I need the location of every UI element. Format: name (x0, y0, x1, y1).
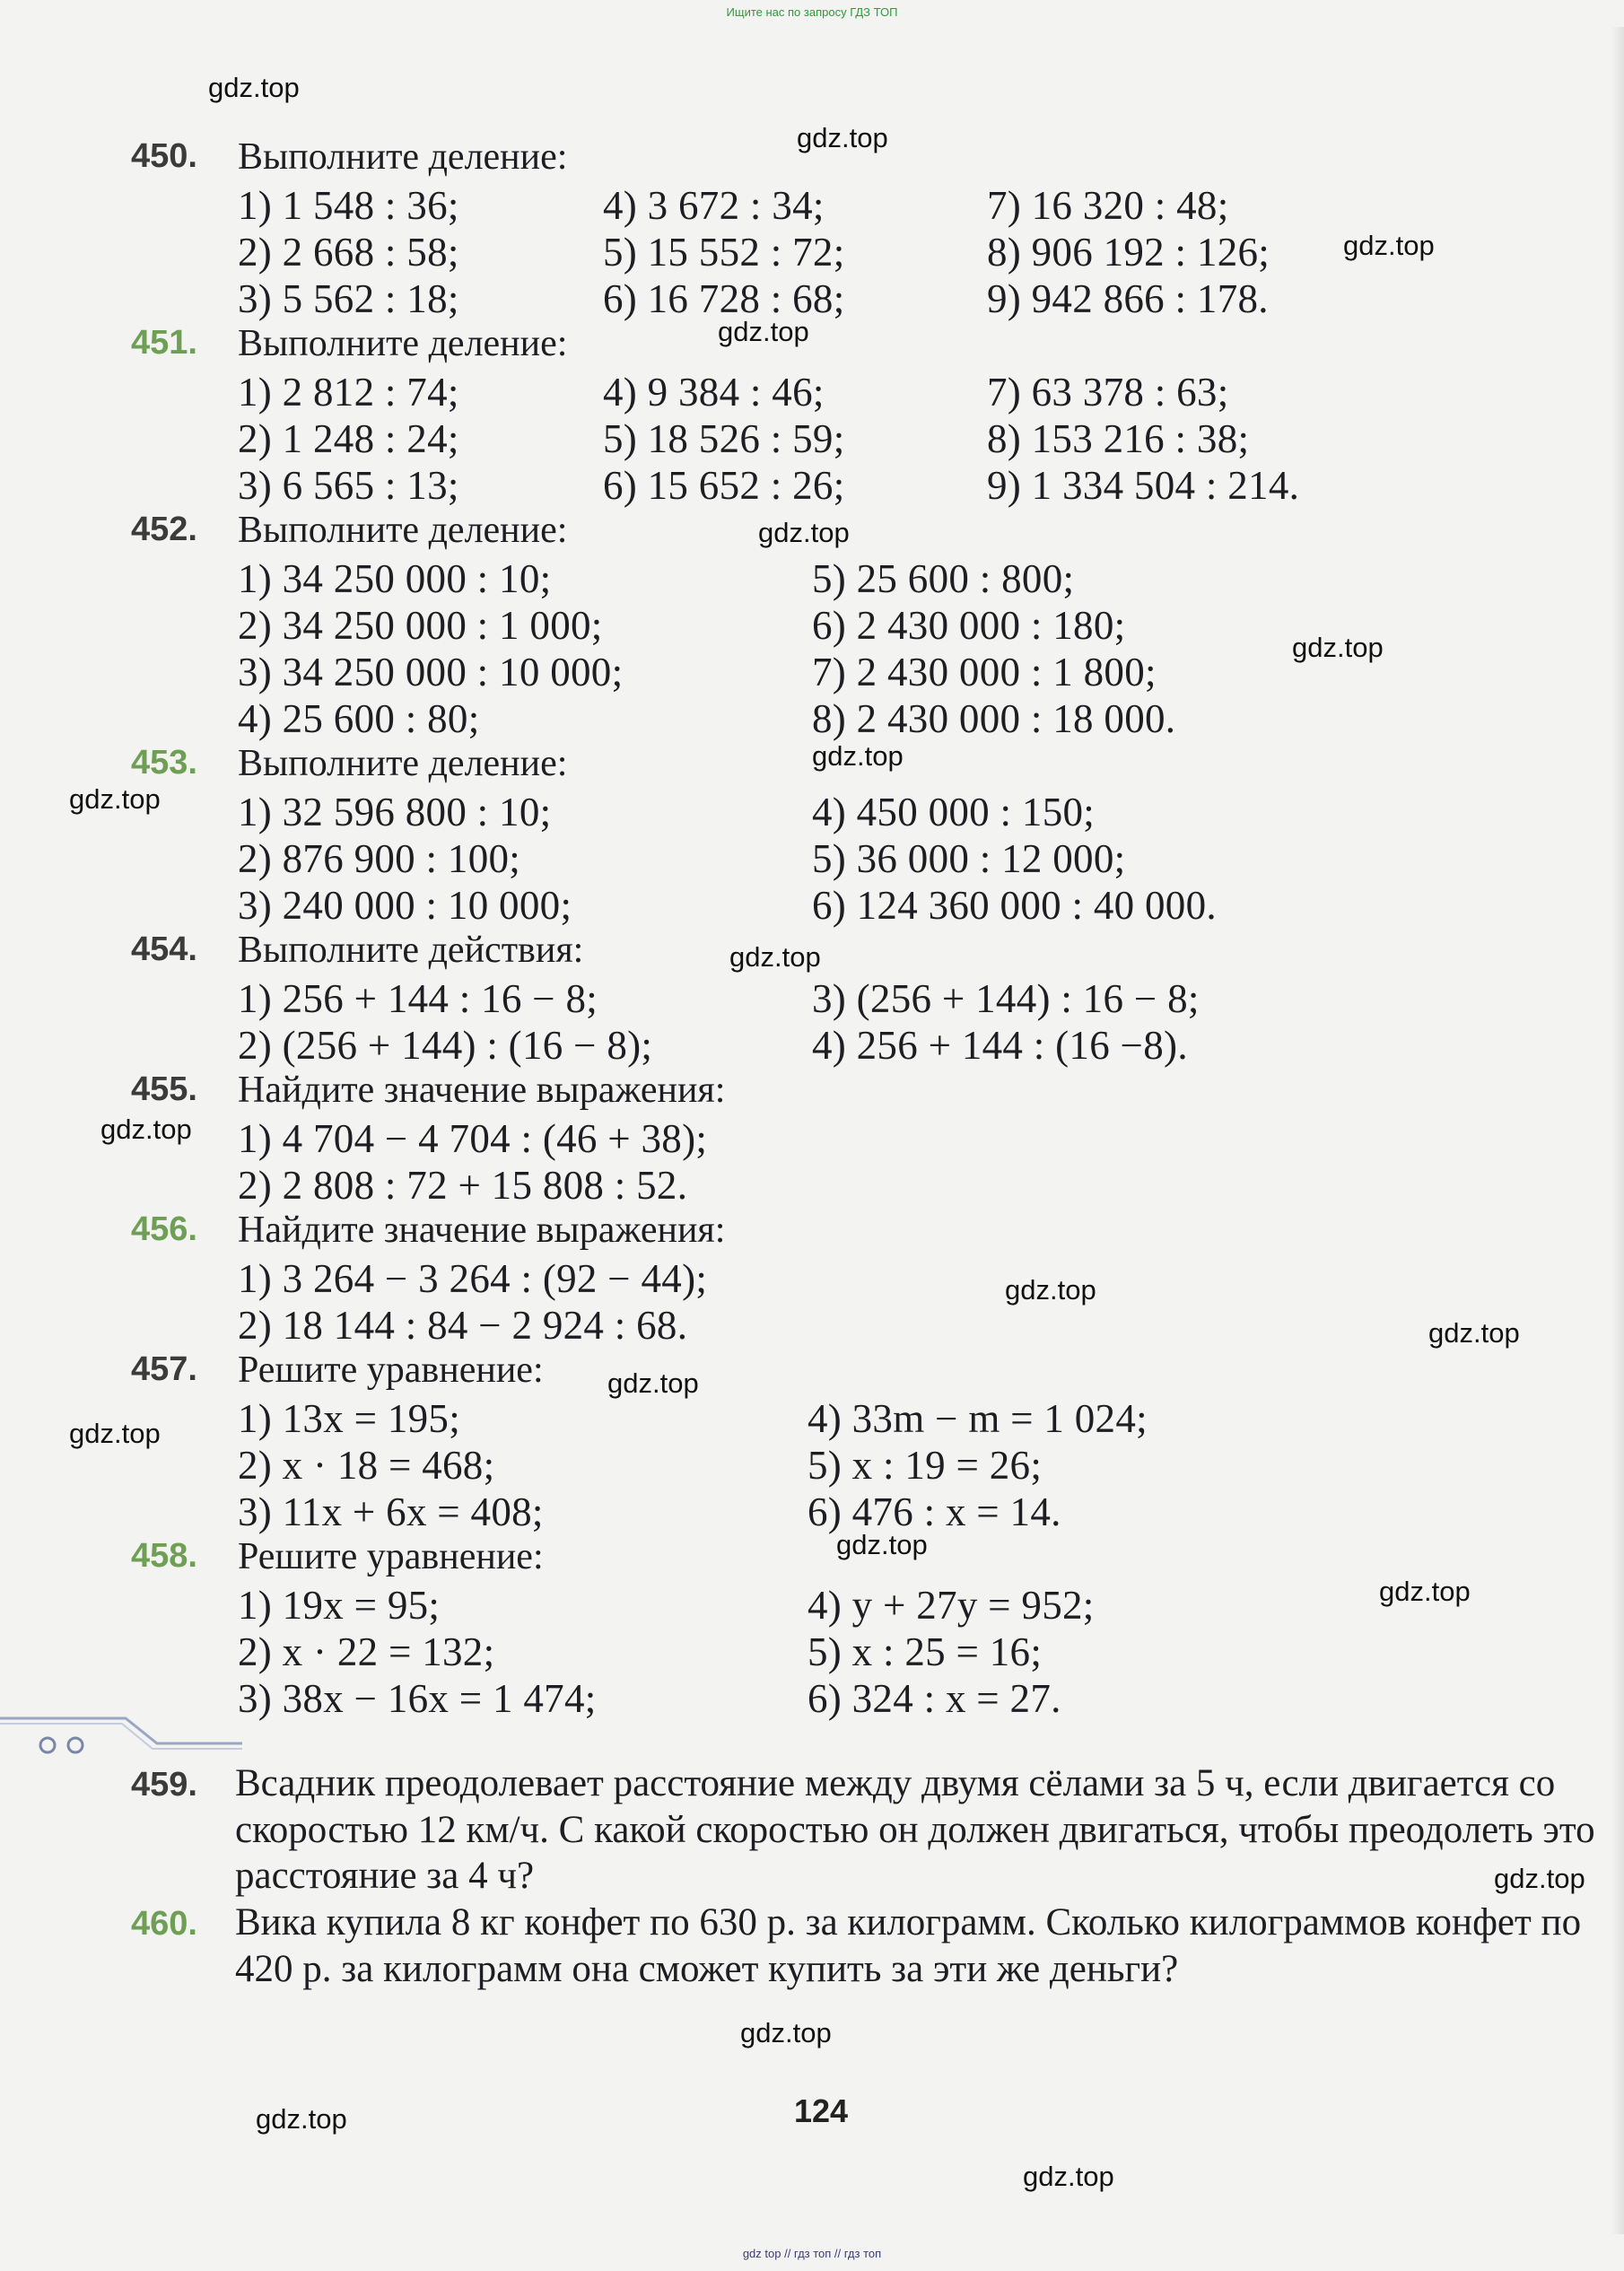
problem-item: 4) 33m − m = 1 024; (808, 1396, 1148, 1441)
watermark: gdz.top (1023, 2161, 1114, 2192)
watermark: gdz.top (729, 941, 821, 973)
problem-item: 1) 3 264 − 3 264 : (92 − 44); (238, 1256, 708, 1301)
problem-item: 6) 324 : x = 27. (808, 1676, 1061, 1721)
problem-item: 5) x : 25 = 16; (808, 1629, 1043, 1674)
problem-item: 2) x · 22 = 132; (238, 1629, 495, 1674)
problem-item: 2) 2 668 : 58; (238, 230, 459, 275)
problem-item: 6) 124 360 000 : 40 000. (812, 883, 1217, 928)
problem-item: 9) 1 334 504 : 214. (987, 463, 1300, 508)
problem-item: 1) 2 812 : 74; (238, 370, 459, 415)
problem-title: Решите уравнение: (238, 1349, 544, 1391)
problem-item: 3) 11x + 6x = 408; (238, 1489, 544, 1534)
problem-item: 4) 450 000 : 150; (812, 790, 1096, 834)
problem-item: 2) (256 + 144) : (16 − 8); (238, 1023, 653, 1068)
watermark: gdz.top (797, 122, 888, 153)
problem-title: Выполните деление: (238, 136, 568, 178)
problem-title: Выполните деление: (238, 323, 568, 364)
problem-title: Выполните действия: (238, 930, 584, 971)
watermark: gdz.top (69, 1418, 161, 1449)
header-note: Ищите нас по запросу ГДЗ ТОП (726, 5, 898, 19)
problem-item: 4) y + 27y = 952; (808, 1583, 1095, 1628)
watermark: gdz.top (607, 1367, 699, 1399)
problem-number: 451. (131, 324, 197, 362)
problem-item: 1) 1 548 : 36; (238, 183, 459, 228)
problem-item: 8) 153 216 : 38; (987, 416, 1250, 461)
problem-item: 5) 25 600 : 800; (812, 556, 1075, 601)
problem-item: 3) (256 + 144) : 16 − 8; (812, 976, 1200, 1021)
problem-item: 7) 2 430 000 : 1 800; (812, 650, 1157, 694)
problem-item: 8) 906 192 : 126; (987, 230, 1270, 275)
watermark: gdz.top (740, 2017, 832, 2048)
problem-item: 9) 942 866 : 178. (987, 276, 1269, 321)
watermark: gdz.top (100, 1114, 192, 1145)
watermark: gdz.top (758, 517, 850, 548)
problem-number: 453. (131, 744, 197, 782)
watermark: gdz.top (812, 740, 904, 772)
problem-item: 7) 63 378 : 63; (987, 370, 1229, 415)
watermark: gdz.top (69, 783, 161, 815)
problem-text: Всадник преодолевает расстояние между двумя сёлами за 5 ч, если двигается со скоростью 12 км/ч. С какой скоростью он должен двигаться, чтобы преодолеть это расстояние за 4 ч? (235, 1762, 1595, 1897)
problem-item: 5) 18 526 : 59; (603, 416, 845, 461)
problem-item: 5) 15 552 : 72; (603, 230, 845, 275)
problem-number: 460. (131, 1905, 197, 1943)
problem-number: 450. (131, 137, 197, 175)
problem-item: 6) 2 430 000 : 180; (812, 603, 1126, 648)
problem-item: 5) 36 000 : 12 000; (812, 836, 1126, 881)
problem-number: 455. (131, 1070, 197, 1108)
footer-note: gdz top // гдз топ // гдз топ (742, 2247, 882, 2260)
problem-item: 1) 256 + 144 : 16 − 8; (238, 976, 598, 1021)
problem-title: Решите уравнение: (238, 1536, 544, 1577)
section-marker-icon (0, 1709, 242, 1754)
problem-item: 2) 2 808 : 72 + 15 808 : 52. (238, 1163, 688, 1208)
watermark: gdz.top (256, 2103, 347, 2135)
problem-item: 3) 5 562 : 18; (238, 276, 459, 321)
watermark: gdz.top (208, 72, 300, 103)
problem-item: 6) 15 652 : 26; (603, 463, 845, 508)
problem-item: 1) 19x = 95; (238, 1583, 441, 1628)
watermark: gdz.top (836, 1529, 928, 1560)
problem-number: 454. (131, 930, 197, 968)
problem-item: 3) 38x − 16x = 1 474; (238, 1676, 597, 1721)
problem-item: 4) 9 384 : 46; (603, 370, 825, 415)
problem-number: 452. (131, 511, 197, 548)
problem-item: 2) x · 18 = 468; (238, 1443, 495, 1488)
problem-title: Найдите значение выражения: (238, 1070, 726, 1111)
problem-item: 4) 256 + 144 : (16 −8). (812, 1023, 1188, 1068)
problem-item: 3) 34 250 000 : 10 000; (238, 650, 624, 694)
page-number: 124 (794, 2092, 849, 2129)
problem-item: 1) 32 596 800 : 10; (238, 790, 552, 834)
watermark: gdz.top (1005, 1274, 1096, 1306)
problem-item: 3) 6 565 : 13; (238, 463, 459, 508)
problem-number: 456. (131, 1210, 197, 1248)
problem-title: Выполните деление: (238, 743, 568, 784)
problem-item: 2) 876 900 : 100; (238, 836, 521, 881)
problem-item: 7) 16 320 : 48; (987, 183, 1229, 228)
watermark: gdz.top (718, 316, 809, 347)
watermark: gdz.top (1428, 1317, 1520, 1349)
problem-item: 2) 18 144 : 84 − 2 924 : 68. (238, 1303, 688, 1348)
problem-item: 1) 13x = 195; (238, 1396, 461, 1441)
watermark: gdz.top (1494, 1863, 1585, 1894)
problem-title: Выполните деление: (238, 510, 568, 551)
watermark: gdz.top (1343, 230, 1435, 261)
watermark: gdz.top (1292, 632, 1384, 663)
problem-number: 458. (131, 1537, 197, 1575)
problem-text: Вика купила 8 кг конфет по 630 р. за килограмм. Сколько килограммов конфет по 420 р. за килограмм она сможет купить за эти же деньги? (235, 1901, 1582, 1990)
problem-item: 6) 476 : x = 14. (808, 1489, 1061, 1534)
problem-item: 8) 2 430 000 : 18 000. (812, 696, 1176, 741)
problem-item: 1) 34 250 000 : 10; (238, 556, 552, 601)
problem-item: 3) 240 000 : 10 000; (238, 883, 572, 928)
problem-title: Найдите значение выражения: (238, 1210, 726, 1251)
problem-item: 4) 3 672 : 34; (603, 183, 825, 228)
problem-item: 4) 25 600 : 80; (238, 696, 480, 741)
problem-number: 459. (131, 1766, 197, 1804)
problem-item: 5) x : 19 = 26; (808, 1443, 1043, 1488)
problem-item: 2) 1 248 : 24; (238, 416, 459, 461)
watermark: gdz.top (1379, 1576, 1471, 1607)
problem-item: 2) 34 250 000 : 1 000; (238, 603, 603, 648)
problem-item: 6) 16 728 : 68; (603, 276, 845, 321)
problem-item: 1) 4 704 − 4 704 : (46 + 38); (238, 1116, 708, 1161)
problem-number: 457. (131, 1350, 197, 1388)
